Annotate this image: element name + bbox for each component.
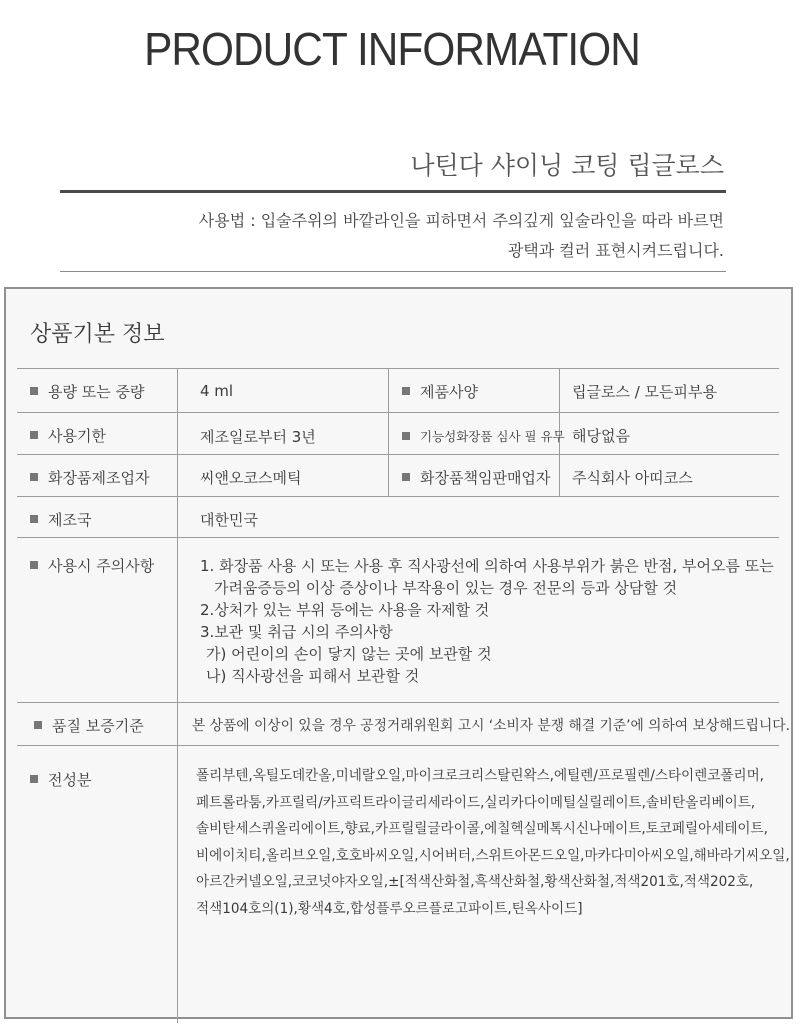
warranty-value: 본 상품에 이상이 있을 경우 공정거래위원회 고시 ‘소비자 분쟁 해결 기준’에 의하여 보상해드립니다. — [192, 718, 790, 734]
seller-value: 주식회사 아띠코스 — [572, 469, 693, 487]
bullet-square-icon — [402, 432, 410, 440]
volume-label: 용량 또는 중량 — [30, 381, 144, 402]
table-rule — [17, 745, 779, 746]
table-rule — [17, 537, 779, 538]
country-value: 대한민국 — [200, 511, 258, 529]
spec-label: 제품사양 — [402, 381, 478, 402]
ingredients-label: 전성분 — [30, 769, 91, 790]
bullet-square-icon — [402, 387, 410, 395]
column-divider — [177, 369, 178, 1023]
manufacturer-label: 화장품제조업자 — [30, 467, 149, 488]
bullet-square-icon — [30, 515, 38, 523]
ingredients-line: 솔비탄세스퀴올리에이트,향료,카프릴릴글라이콜,에칠헥실메톡시신나메이트,토코페릴아세테이트, — [196, 821, 768, 837]
ingredients-line: 페트롤라툼,카프릴릭/카프릭트라이글리세라이드,실리카다이메틸실릴레이트,솔비탄올리베이트, — [196, 794, 756, 811]
functional-label: 기능성화장품 심사 필 유무 — [402, 427, 565, 445]
expiry-value: 제조일로부터 3년 — [200, 428, 316, 446]
caution-line: 가려움증등의 이상 증상이나 부작용이 있는 경우 전문의 등과 상담할 것 — [214, 579, 678, 597]
ingredients-line: 폴리부텐,옥틸도데칸올,미네랄오일,마이크로크리스탈린왁스,에틸렌/프로필렌/스타이렌코폴리머, — [196, 768, 765, 784]
bullet-square-icon — [30, 561, 38, 569]
usage-line: 사용법 : 입술주위의 바깥라인을 피하면서 주의깊게 잎술라인을 따라 바르면 — [198, 211, 724, 230]
caution-list — [200, 555, 774, 687]
expiry-label: 사용기한 — [30, 425, 106, 446]
ingredients-line: 아르간커넬오일,코코넛야자오일,±[적색산화철,흑색산화철,황색산화철,적색201호,적색202호, — [196, 874, 754, 890]
ingredients-list — [196, 763, 790, 922]
warranty-label: 품질 보증기준 — [34, 715, 144, 736]
manufacturer-value: 씨앤오코스메틱 — [200, 469, 302, 487]
spec-value: 립글로스 / 모든피부용 — [572, 383, 718, 401]
table-rule — [17, 412, 779, 413]
seller-label: 화장품책임판매업자 — [402, 467, 550, 488]
table-rule — [17, 454, 779, 455]
usage-line: 광택과 컬러 표현시켜드립니다. — [507, 241, 724, 260]
usage-text — [84, 206, 724, 266]
bullet-square-icon — [34, 721, 42, 729]
product-name: 나틴다 샤이닝 코팅 립글로스 — [410, 151, 724, 180]
caution-line: 나) 직사광선을 피해서 보관할 것 — [206, 667, 420, 685]
volume-value: 4 ml — [200, 382, 234, 400]
functional-value: 해당없음 — [572, 427, 630, 445]
table-rule — [17, 702, 779, 703]
caution-line: 1. 화장품 사용 시 또는 사용 후 직사광선에 의하여 사용부위가 붉은 반점, 부어오름 또는 — [200, 557, 774, 575]
info-box — [4, 287, 793, 1019]
divider-thick — [60, 190, 726, 193]
bullet-square-icon — [30, 473, 38, 481]
country-label: 제조국 — [30, 509, 91, 530]
caution-line: 3.보관 및 취급 시의 주의사항 — [200, 623, 393, 641]
table-rule — [17, 368, 779, 369]
divider-thin — [60, 271, 726, 272]
column-divider — [388, 369, 389, 497]
caution-line: 2.상처가 있는 부위 등에는 사용을 자제할 것 — [200, 601, 490, 619]
ingredients-line: 비에이치티,올리브오일,호호바씨오일,시어버터,스위트아몬드오일,마카다미아씨오일,해바라기씨오일, — [196, 847, 790, 864]
bullet-square-icon — [30, 431, 38, 439]
ingredients-line: 적색104호의(1),황색4호,합성플루오르플로고파이트,틴옥사이드] — [196, 900, 583, 917]
caution-label: 사용시 주의사항 — [30, 555, 154, 576]
table-rule — [17, 496, 779, 497]
caution-line: 가) 어린이의 손이 닿지 않는 곳에 보관할 것 — [206, 645, 492, 663]
bullet-square-icon — [30, 775, 38, 783]
page-title: PRODUCT INFORMATION — [144, 23, 640, 75]
bullet-square-icon — [30, 387, 38, 395]
info-title: 상품기본 정보 — [30, 322, 165, 347]
bullet-square-icon — [402, 473, 410, 481]
